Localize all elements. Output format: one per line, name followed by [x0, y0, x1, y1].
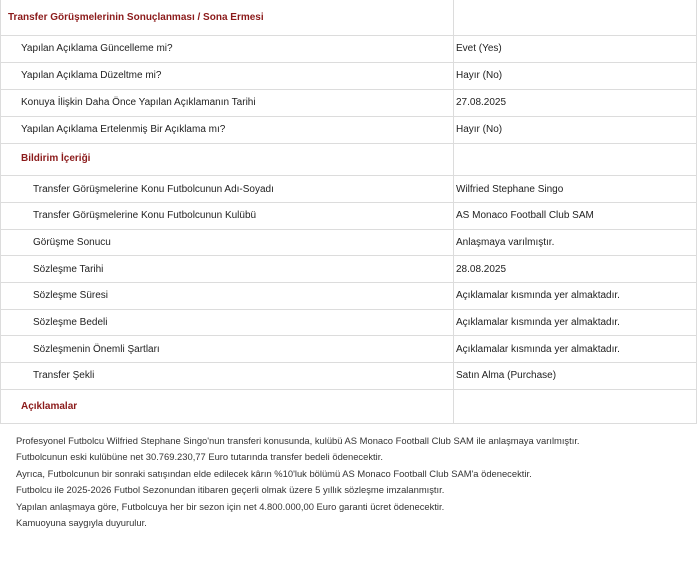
content-row: [1, 203, 696, 230]
content-row-value: AS Monaco Football Club SAM: [456, 210, 594, 221]
content-row-label: Görüşme Sonucu: [33, 237, 111, 248]
content-row-value: Açıklamalar kısmında yer almaktadır.: [456, 317, 620, 328]
note-line: Yapılan anlaşmaya göre, Futbolcuya her bir sezon için net 4.800.000,00 Euro garanti ücret ödenecektir.: [16, 500, 445, 512]
general-row: [1, 90, 696, 117]
note-line: Ayrıca, Futbolcunun bir sonraki satışından elde edilecek kârın %10'luk bölümü AS Monaco Football Club SAM'a ödenecektir.: [16, 467, 532, 479]
general-row-label: Yapılan Açıklama Güncelleme mi?: [21, 43, 173, 54]
content-row-value: Wilfried Stephane Singo: [456, 184, 564, 195]
general-row: [1, 36, 696, 63]
content-title-row: [1, 144, 696, 176]
content-row-value: 28.08.2025: [456, 264, 507, 275]
content-row-label: Sözleşme Süresi: [33, 290, 109, 301]
content-row: [1, 363, 696, 390]
notes-title-row: [1, 390, 696, 424]
general-row-value: Hayır (No): [456, 124, 503, 135]
general-row-label: Yapılan Açıklama Düzeltme mi?: [21, 70, 162, 81]
section-title-row: [1, 0, 696, 36]
content-row-label: Transfer Şekli: [33, 370, 95, 381]
content-row: [1, 283, 696, 310]
content-row: [1, 336, 696, 363]
content-row-value: Açıklamalar kısmında yer almaktadır.: [456, 344, 620, 355]
content-row-label: Sözleşme Tarihi: [33, 264, 104, 275]
note-line: Profesyonel Futbolcu Wilfried Stephane Singo'nun transferi konusunda, kulübü AS Monaco Football Club SAM ile anlaşmaya varılmıştır.: [16, 435, 580, 446]
notes-title: Açıklamalar: [21, 401, 78, 412]
content-title: Bildirim İçeriği: [21, 153, 91, 164]
general-row-label: Konuya İlişkin Daha Önce Yapılan Açıklamanın Tarihi: [21, 97, 256, 108]
general-row-value: 27.08.2025: [456, 97, 507, 108]
note-line: Futbolcu ile 2025-2026 Futbol Sezonundan itibaren geçerli olmak üzere 5 yıllık sözleşme imzalanmıştır.: [16, 484, 445, 496]
content-row-label: Transfer Görüşmelerine Konu Futbolcunun Kulübü: [33, 210, 257, 221]
content-row-value: Anlaşmaya varılmıştır.: [456, 237, 555, 248]
content-row: [1, 176, 696, 203]
general-row-label: Yapılan Açıklama Ertelenmiş Bir Açıklama mı?: [21, 124, 226, 135]
content-row: [1, 310, 696, 336]
content-row-label: Sözleşme Bedeli: [33, 317, 108, 328]
note-line: Kamuoyuna saygıyla duyurulur.: [16, 516, 147, 528]
general-row-value: Hayır (No): [456, 70, 503, 81]
notes-text: [16, 433, 686, 531]
general-row: [1, 63, 696, 90]
content-row-label: Transfer Görüşmelerine Konu Futbolcunun Adı-Soyadı: [33, 184, 274, 195]
section-title: Transfer Görüşmelerinin Sonuçlanması / Sona Ermesi: [8, 12, 264, 23]
general-row: [1, 117, 696, 144]
general-row-value: Evet (Yes): [456, 43, 502, 54]
content-row: [1, 230, 696, 256]
content-row: [1, 256, 696, 283]
note-line: Futbolcunun eski kulübüne net 30.769.230,77 Euro tutarında transfer bedeli ödenecektir.: [16, 451, 383, 463]
content-row-value: Açıklamalar kısmında yer almaktadır.: [456, 290, 620, 301]
content-row-label: Sözleşmenin Önemli Şartları: [33, 344, 160, 355]
content-row-value: Satın Alma (Purchase): [456, 370, 557, 381]
